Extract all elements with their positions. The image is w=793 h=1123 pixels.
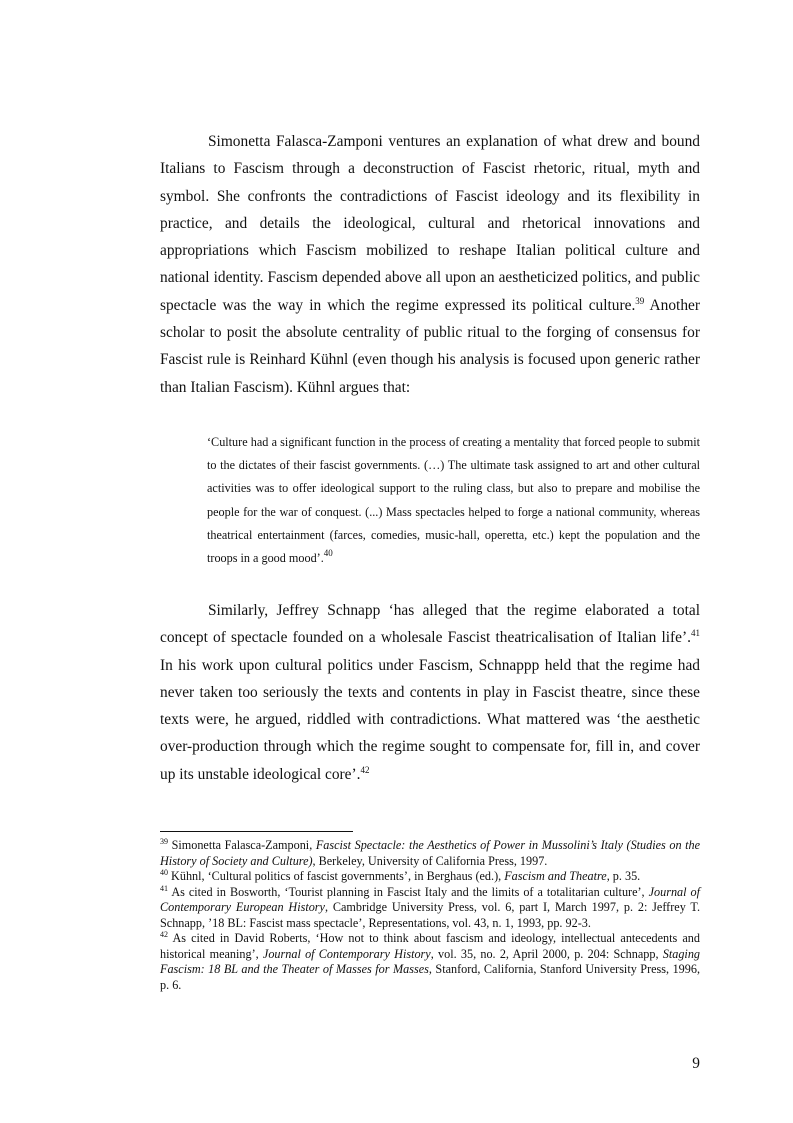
footnote-text: As cited in David Roberts, ‘How not to think about fascism and ideology, intellectual antecedents and historical meaning’,	[160, 931, 700, 961]
quote-text: ‘Culture had a significant function in the process of creating a mentality that forced people to submit to the dictates of their fascist governments. (…) The ultimate task assigned to art and other cultural activities was to offer ideological support to the ruling class, but also to prepare and mobilise the people for the war of conquest. (...) Mass spectacles helped to forge a national community, whereas theatrical entertainment (farces, comedies, music-hall, operetta, etc.) kept the population and the troops in a good mood’.	[207, 435, 700, 566]
footnote-41	[160, 885, 700, 932]
footnote-reference[interactable]: 39	[635, 295, 645, 306]
footnote-reference[interactable]: 41	[691, 628, 700, 639]
footnote-title: Journal of Contemporary History	[262, 946, 431, 961]
footnote-text: , Berkeley, University of California Press, 1997.	[312, 853, 548, 868]
footnote-title: Staging Fascism: 18 BL and the Theater of Masses for Masses	[160, 946, 701, 976]
footnote-text: Simonetta Falasca-Zamponi,	[168, 838, 316, 852]
paragraph-text: Similarly, Jeffrey Schnapp ‘has alleged that the regime elaborated a total concept of spectacle founded on a wholesale Fascist theatricalisation of Italian life’.	[160, 602, 700, 647]
footnote-number: 40	[160, 868, 168, 877]
footnote-text: , vol. 35, no. 2, April 2000, p. 204: Schnapp,	[430, 946, 663, 961]
footnote-separator	[160, 831, 353, 832]
footnote-text: Kühnl, ‘Cultural politics of fascist governments’, in Berghaus (ed.),	[168, 869, 505, 883]
footnote-number: 41	[160, 883, 168, 893]
footnote-title: Fascist Spectacle: the Aesthetics of Power in Mussolini’s Italy (Studies on the History of Society and Culture)	[160, 838, 701, 868]
paragraph-schnapp	[160, 597, 700, 788]
footnote-text: As cited in Bosworth, ‘Tourist planning in Fascist Italy and the limits of a totalitarian culture’,	[168, 884, 649, 899]
footnote-number: 42	[160, 930, 168, 939]
footnote-39	[160, 838, 700, 869]
footnote-title: Journal of Contemporary European History	[160, 884, 700, 914]
footnote-text: , Cambridge University Press, vol. 6, part I, March 1997, p. 2: Jeffrey T. Schnapp, ’18 BL: Fascist mass spectacle’, Representations, vol. 43, n. 1, 1993, pp. 92-3.	[160, 900, 700, 930]
footnote-number: 39	[160, 837, 168, 846]
footnote-reference[interactable]: 40	[323, 548, 333, 559]
paragraph-text: Another scholar to posit the absolute centrality of public ritual to the forging of consensus for Fascist rule is Reinhard Kühnl (even though his analysis is focused upon generic rather than Italian Fascism). Kühnl argues that:	[160, 296, 700, 396]
footnotes	[160, 838, 700, 993]
paragraph-text: In his work upon cultural politics under Fascism, Schnappp held that the regime had never taken too seriously the texts and contents in play in Fascist theatre, since these texts were, he argued, riddled with contradictions. What mattered was ‘the aesthetic over-production through which the regime sought to compensate for, fill in, and cover up its unstable ideological core’.	[160, 656, 700, 783]
paragraph-falasca-zamponi	[160, 128, 700, 401]
footnote-40	[160, 869, 700, 885]
footnote-text: , p. 35.	[606, 869, 641, 883]
footnote-42	[160, 931, 700, 993]
footnote-text: , Stanford, California, Stanford University Press, 1996, p. 6.	[160, 962, 700, 992]
footnote-reference[interactable]: 42	[360, 764, 370, 775]
block-quote-kuhnl	[207, 431, 700, 570]
paragraph-text: Simonetta Falasca-Zamponi ventures an explanation of what drew and bound Italians to Fascism through a deconstruction of Fascist rhetoric, ritual, myth and symbol. She confronts the contradictions of Fascist ideology and its flexibility in practice, and details the ideological, cultural and rhetorical innovations and appropriations which Fascism mobilized to reshape Italian political culture and national identity. Fascism depended above all upon an aestheticized politics, and public spectacle was the way in which the regime expressed its political culture.	[160, 133, 700, 314]
footnote-title: Fascism and Theatre	[504, 869, 607, 883]
page-number: 9	[692, 1055, 700, 1072]
